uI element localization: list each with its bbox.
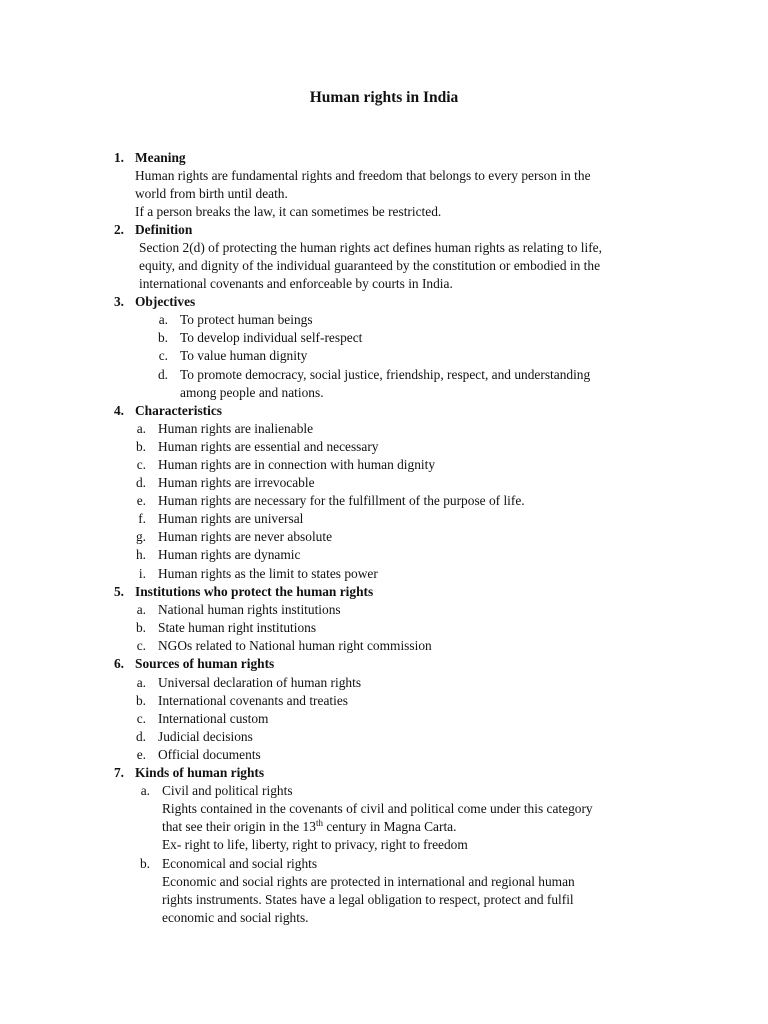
body-line: rights instruments. States have a legal obligation to respect, protect and fulfil <box>162 892 574 907</box>
list-marker: a. <box>140 783 150 798</box>
list-item: Universal declaration of human rights <box>158 675 362 690</box>
ordinal-superscript: th <box>315 818 323 828</box>
section-number: 5. <box>113 584 124 599</box>
document-title: Human rights in India <box>309 89 459 106</box>
list-marker: a. <box>136 421 146 436</box>
list-marker: b. <box>139 856 150 871</box>
subsection-title-economical-social: Economical and social rights <box>162 856 318 871</box>
list-marker: b. <box>135 620 146 635</box>
list-item: National human rights institutions <box>158 602 341 617</box>
list-marker: c. <box>136 457 146 472</box>
body-line: Economic and social rights are protected in international and regional human <box>162 874 575 889</box>
list-item: To value human dignity <box>180 348 308 363</box>
list-marker: d. <box>157 367 168 382</box>
list-marker: a. <box>136 602 146 617</box>
list-marker: e. <box>136 747 146 762</box>
section-heading-characteristics: Characteristics <box>135 403 223 418</box>
section-number: 2. <box>113 222 124 237</box>
list-item: Human rights are necessary for the fulfillment of the purpose of life. <box>158 493 525 508</box>
section-number: 1. <box>113 150 124 165</box>
body-line: international covenants and enforceable by courts in India. <box>139 276 453 291</box>
list-item: Human rights are never absolute <box>158 529 333 544</box>
section-heading-definition: Definition <box>135 222 193 237</box>
list-marker: c. <box>136 711 146 726</box>
body-text: century in Magna Carta. <box>322 819 457 834</box>
subsection-title-civil-political: Civil and political rights <box>162 783 293 798</box>
list-marker: c. <box>158 348 168 363</box>
list-item: NGOs related to National human right commission <box>158 638 432 653</box>
list-marker: a. <box>136 675 146 690</box>
list-marker: h. <box>135 547 146 562</box>
list-item: Official documents <box>158 747 261 762</box>
body-line <box>162 818 456 836</box>
list-marker: c. <box>136 638 146 653</box>
section-heading-meaning: Meaning <box>135 150 186 165</box>
list-item: International custom <box>158 711 269 726</box>
body-text: that see their origin in the 13 <box>162 819 316 834</box>
body-line: Rights contained in the covenants of civil and political come under this category <box>162 801 593 816</box>
section-number: 7. <box>113 765 124 780</box>
list-marker: b. <box>157 330 168 345</box>
list-item: Judicial decisions <box>158 729 253 744</box>
list-marker: d. <box>135 729 146 744</box>
list-marker: g. <box>135 529 146 544</box>
list-marker: a. <box>158 312 168 327</box>
section-heading-sources: Sources of human rights <box>135 656 275 671</box>
list-item: Human rights are in connection with human dignity <box>158 457 436 472</box>
section-number: 4. <box>113 403 124 418</box>
section-heading-kinds: Kinds of human rights <box>135 765 265 780</box>
list-marker: b. <box>135 693 146 708</box>
list-item-continuation: among people and nations. <box>180 385 324 400</box>
list-item: International covenants and treaties <box>158 693 348 708</box>
body-line: world from birth until death. <box>135 186 288 201</box>
list-item: Human rights are universal <box>158 511 304 526</box>
list-item: Human rights are inalienable <box>158 421 314 436</box>
list-item: Human rights are dynamic <box>158 547 301 562</box>
list-marker: e. <box>136 493 146 508</box>
list-item: Human rights as the limit to states power <box>158 566 378 581</box>
list-marker: i. <box>138 566 146 581</box>
body-line: Section 2(d) of protecting the human rights act defines human rights as relating to life, <box>139 240 602 255</box>
list-marker: f. <box>138 511 146 526</box>
list-item: To develop individual self-respect <box>180 330 363 345</box>
section-number: 6. <box>113 656 124 671</box>
list-item: Human rights are irrevocable <box>158 475 315 490</box>
section-heading-institutions: Institutions who protect the human rights <box>135 584 374 599</box>
body-line: equity, and dignity of the individual guaranteed by the constitution or embodied in the <box>139 258 601 273</box>
list-item: Human rights are essential and necessary <box>158 439 379 454</box>
body-line: Ex- right to life, liberty, right to privacy, right to freedom <box>162 837 468 852</box>
list-item: State human right institutions <box>158 620 317 635</box>
body-line: If a person breaks the law, it can sometimes be restricted. <box>135 204 442 219</box>
list-marker: d. <box>135 475 146 490</box>
section-heading-objectives: Objectives <box>135 294 196 309</box>
list-item: To protect human beings <box>180 312 313 327</box>
list-item: To promote democracy, social justice, friendship, respect, and understanding <box>180 367 591 382</box>
body-line: economic and social rights. <box>162 910 309 925</box>
section-number: 3. <box>113 294 124 309</box>
list-marker: b. <box>135 439 146 454</box>
body-line: Human rights are fundamental rights and freedom that belongs to every person in the <box>135 168 591 183</box>
